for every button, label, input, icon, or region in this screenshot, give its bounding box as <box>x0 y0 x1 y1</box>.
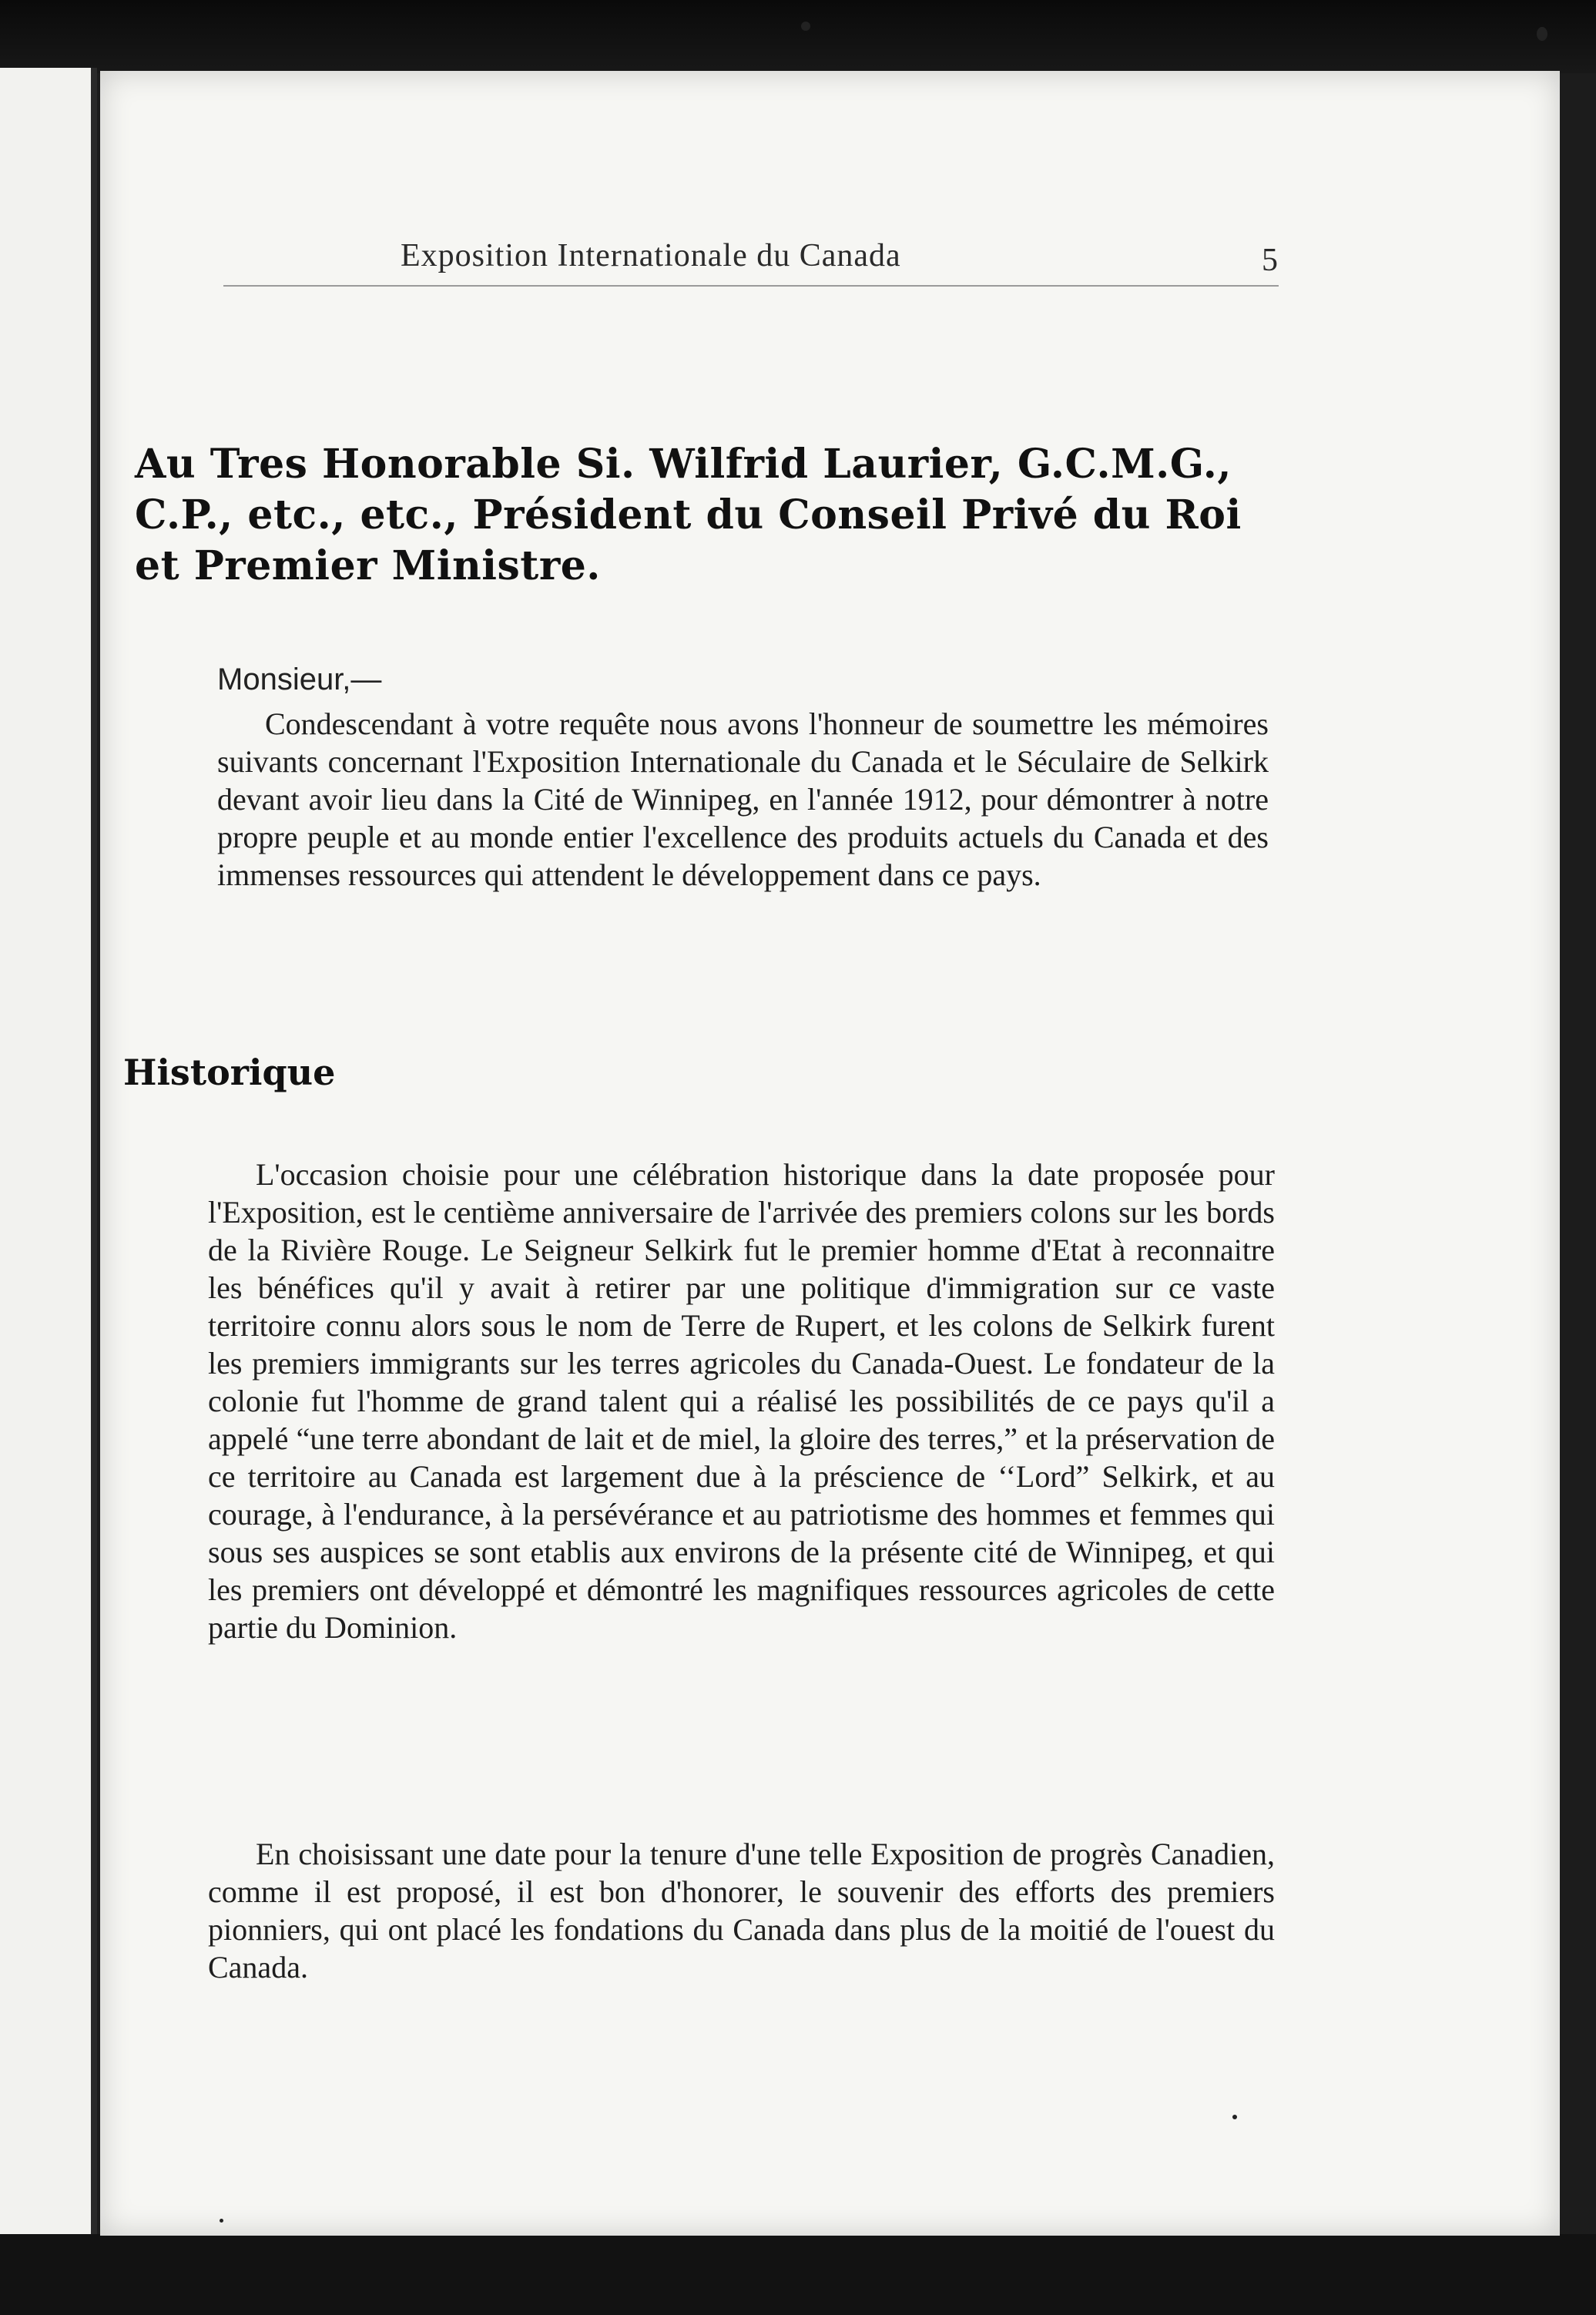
running-title: Exposition Internationale du Canada <box>401 238 901 273</box>
address-line: et Premier Ministre. <box>135 542 601 589</box>
intro-paragraph <box>217 705 1269 894</box>
scan-speck <box>801 22 810 31</box>
section-heading: Historique <box>123 1052 336 1093</box>
previous-page-edge <box>0 68 97 2236</box>
scan-speck <box>1537 27 1547 41</box>
section-paragraph <box>208 1835 1275 1986</box>
address-line: C.P., etc., etc., Président du Conseil Privé du Roi <box>135 492 1242 538</box>
paragraph-text: Condescendant à votre requête nous avons l'honneur de soumettre les mémoires suivants concernant l'Exposition Internationale du Canada et le Séculaire de Selkirk devant avoir lieu dans la Cité de Winnipeg, en l'année 1912, pour démontrer à notre propre peuple et au monde entier l'excellence des produits actuels du Canada et des immenses ressources qui attendent le développement dans ce pays. <box>217 706 1269 892</box>
section-paragraph <box>208 1156 1275 1646</box>
scanner-background-bottom <box>0 2234 1596 2315</box>
page-number: 5 <box>1262 243 1279 278</box>
dedication-address <box>135 439 1275 592</box>
scan-speck <box>1232 2115 1237 2119</box>
running-header <box>223 231 1279 287</box>
scan-speck <box>220 2219 223 2223</box>
scanner-background-top <box>0 0 1596 73</box>
salutation: Monsieur,— <box>217 663 382 696</box>
address-line: Au Tres Honorable Si. Wilfrid Laurier, G.C.M.G., <box>135 441 1232 488</box>
paragraph-text: L'occasion choisie pour une célébration historique dans la date proposée pour l'Exposition, est le centième anniversaire de l'arrivée des premiers colons sur les bords de la Rivière Rouge. Le Seigneur Selkirk fut le premier homme d'Etat à reconnaitre les bénéfices qu'il y avait à retirer par une politique d'immigration sur ce vaste territoire connu alors sous le nom de Terre de Rupert, et les colons de Selkirk furent les premiers immigrants sur les terres agricoles du Canada-Ouest. Le fondateur de la colonie fut l'homme de grand talent qui a réalisé les possibilités de ce pays qu'il a appelé “une terre abondant de lait et de miel, la gloire des terres,” et la préservation de ce territoire au Canada est largement due à la préscience de ‘‘Lord” Selkirk, et au courage, à l'endurance, à la persévérance et au patriotisme des hommes et femmes qui sous ses auspices se sont etablis aux environs de la présente cité de Winnipeg, et qui les premiers ont développé et démontré les magnifiques ressources agricoles de cette partie du Dominion. <box>208 1157 1275 1645</box>
paragraph-text: En choisissant une date pour la tenure d'une telle Exposition de progrès Canadien, comme il est proposé, il est bon d'honorer, le souvenir des efforts des premiers pionniers, qui ont placé les fondations du Canada dans plus de la moitié de l'ouest du Canada. <box>208 1837 1275 1985</box>
